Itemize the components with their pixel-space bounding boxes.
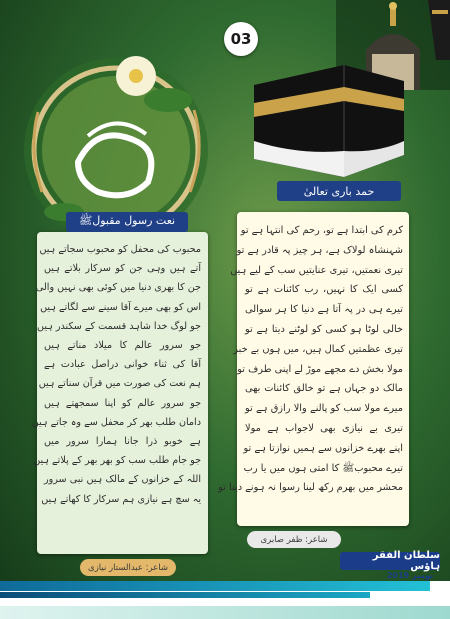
naat-verse: آقا کی ثناء خوانی دراصل عبادت ہے bbox=[44, 359, 201, 371]
hamd-poet-credit: شاعر: ظفر صابری bbox=[247, 531, 341, 548]
hamd-verse: شہنشاہ لولاک ہے، ہر چیز پہ قادر ہے تو bbox=[236, 244, 403, 256]
hamd-verse: مالک دو جہاں ہے تو خالق کائنات بھی bbox=[245, 383, 403, 395]
hamd-verse: تیری بے نیازی بھی لاجواب ہے مولا bbox=[245, 422, 403, 434]
issue-date: نومبر 2019 bbox=[386, 571, 434, 580]
hamd-verse: محشر میں بھرم رکھ لینا رسوا نہ ہونے دینا تو bbox=[218, 482, 403, 494]
kaaba-illustration bbox=[248, 55, 408, 185]
naat-verse: آتے ہیں وہی جن کو سرکار بلاتے ہیں bbox=[44, 263, 201, 275]
hamd-verse: تیرے ہی در پہ آتا ہے دنیا کا ہر سوالی bbox=[245, 304, 403, 316]
naat-verse: ہم نعت کی صورت میں قرآن سناتے ہیں bbox=[38, 378, 201, 390]
naat-verse: ہے خوبو ذرا جانا ہمارا سرور میں bbox=[44, 436, 201, 448]
naat-title: نعت رسول مقبولﷺ bbox=[66, 212, 188, 232]
hamd-verses bbox=[218, 221, 403, 498]
hamd-verse: تیری نعمتیں، تیری عنایتیں سب کے لیے ہیں bbox=[230, 264, 403, 276]
naat-verse: جن کا بھری دنیا میں کوئی بھی نہیں والی bbox=[35, 282, 201, 294]
hamd-verse: تیرے محبوبﷺ کا امتی ہوں میں یا رب bbox=[243, 462, 403, 474]
hamd-verse: میرے مولا سب کو پالنے والا رازق ہے تو bbox=[245, 403, 403, 415]
hamd-verse: خالی لوٹا ہو کسی کو لوٹنے دیتا ہے تو bbox=[245, 323, 403, 335]
naat-verse: جو جام طلب سب کو بھر بھر کے پلاتے ہیں bbox=[33, 455, 201, 467]
naat-verses bbox=[31, 240, 201, 509]
hamd-verse: کرم کی ابتدا ہے تو، رحم کی انتہا ہے تو bbox=[240, 225, 403, 236]
hamd-title: حمد باری تعالیٰ bbox=[277, 181, 401, 201]
naat-verse: جو سرور عالم کو اپنا سمجھتے ہیں bbox=[44, 397, 201, 409]
footer-stripe bbox=[0, 581, 430, 591]
naat-verse: جو سرور عالم کا میلاد مناتے ہیں bbox=[44, 340, 201, 352]
hamd-verse: اپنے بھرے خزانوں سے ہمیں نوازتا ہے تو bbox=[243, 442, 403, 454]
magazine-title: سلطان الفقر ہاؤس bbox=[340, 552, 440, 570]
page-number: 03 bbox=[224, 22, 258, 56]
naat-verse: دامان طلب بھر کر محفل سے وہ جاتے ہیں bbox=[31, 416, 201, 428]
footer-bottom-strip bbox=[0, 606, 450, 619]
footer-stripe-secondary bbox=[0, 592, 370, 598]
naat-verse: یہ سچ ہے نیازی ہم سرکار کا کھاتے ہیں bbox=[41, 493, 201, 505]
hamd-verse: کسی ایک کا نہیں، رب کائنات ہے تو bbox=[245, 284, 403, 296]
hamd-verse: مولا بخش دے مجھے موڑ لے اپنی طرف تو bbox=[237, 363, 403, 375]
naat-verse: محبوب کی محفل کو محبوب سجاتے ہیں bbox=[39, 244, 201, 255]
naat-verse: اس کو بھی میرے آقا سینے سے لگاتے ہیں bbox=[40, 301, 201, 313]
naat-poet-credit: شاعر: عبدالستار نیازی bbox=[80, 559, 176, 576]
hamd-verse: تیری عظمتیں کمال ہیں، میں ہوں بے خبر bbox=[233, 343, 403, 355]
naat-verse: جو لوگ خدا شاہد قسمت کے سکندر ہیں bbox=[37, 320, 201, 332]
naat-verse: اللہ کے خزانوں کے مالک ہیں نبی سرور bbox=[44, 474, 201, 486]
